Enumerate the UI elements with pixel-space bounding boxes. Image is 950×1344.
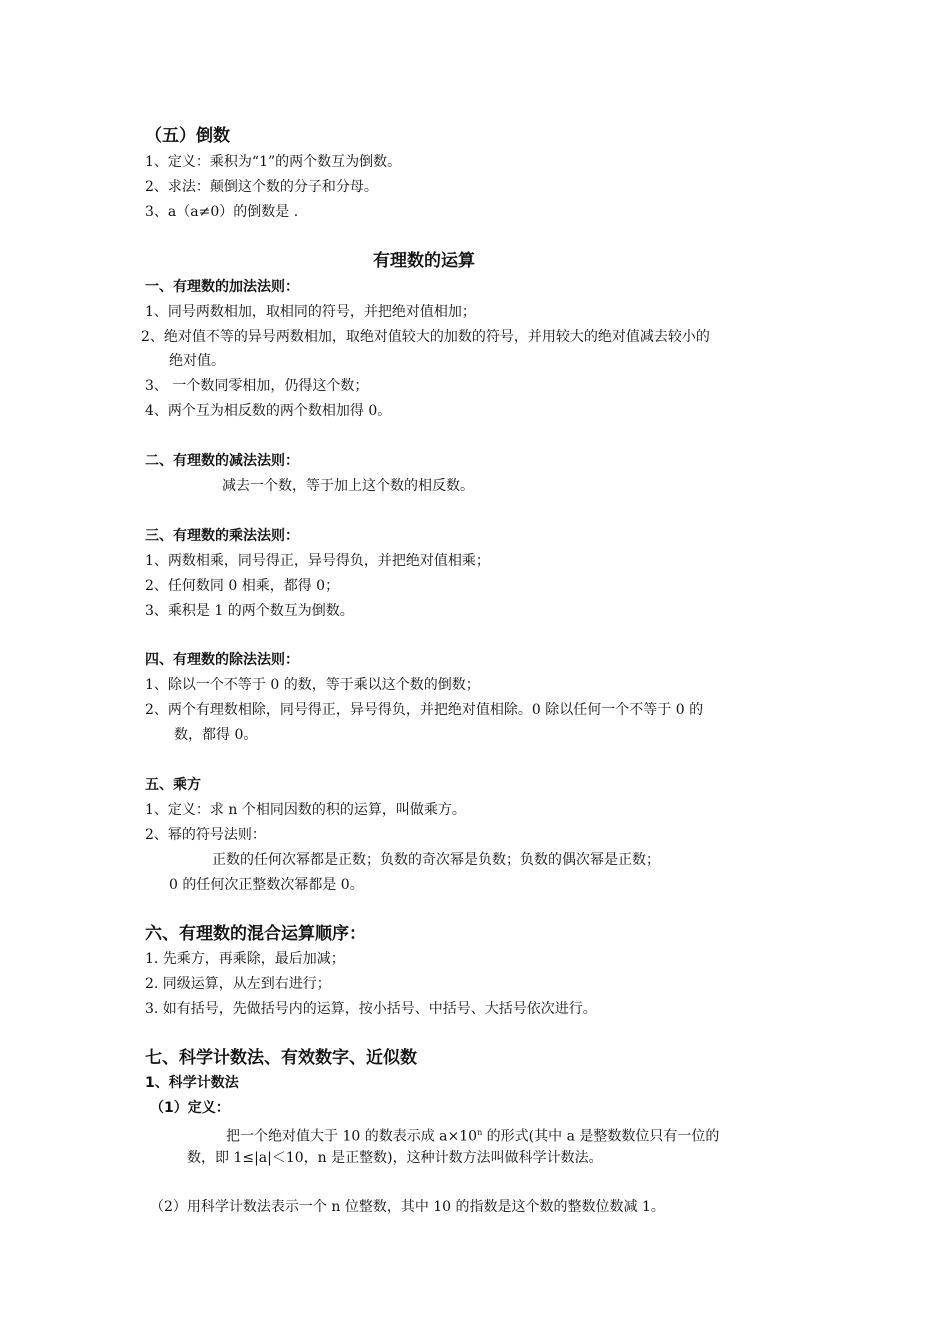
power-item-2: 2、幂的符号法则： — [145, 827, 266, 843]
scientific-item-2: （2）用科学计数法表示一个 n 位整数，其中 10 的指数是这个数的整数位数减 1。 — [150, 1199, 665, 1215]
definition-line-1-start: 把一个绝对值大于 10 的数表示成 a×10 — [226, 1128, 478, 1145]
order-heading: 六、有理数的混合运算顺序： — [145, 924, 366, 944]
multiplication-item-1: 1、两数相乘，同号得正，异号得负，并把绝对值相乘； — [145, 553, 490, 569]
definition-line-2: 数，即 1≤|a|＜10，n 是正整数)，这种计数方法叫做科学计数法。 — [187, 1150, 603, 1166]
division-item-2: 2、两个有理数相除，同号得正，异号得负，并把绝对值相除。0 除以任何一个不等于 0 的 — [145, 702, 704, 718]
multiplication-item-3: 3、乘积是 1 的两个数互为倒数。 — [145, 603, 354, 619]
addition-item-2-cont: 绝对值。 — [169, 353, 225, 369]
definition-label: （1）定义： — [150, 1100, 230, 1116]
addition-item-1: 1、同号两数相加，取相同的符号，并把绝对值相加； — [145, 304, 476, 320]
order-item-3: 3. 如有括号，先做括号内的运算，按小括号、中括号、大括号依次进行。 — [145, 1001, 597, 1017]
subtraction-body: 减去一个数，等于加上这个数的相反数。 — [222, 478, 474, 494]
division-item-2-cont: 数，都得 0。 — [174, 727, 258, 743]
page-title: 有理数的运算 — [373, 251, 475, 271]
scientific-subheading: 1、科学计数法 — [145, 1075, 239, 1091]
power-item-1: 1、定义：求 n 个相同因数的积的运算，叫做乘方。 — [145, 802, 466, 818]
multiplication-heading: 三、有理数的乘法法则： — [145, 528, 299, 544]
subtraction-heading: 二、有理数的减法法则： — [145, 453, 299, 469]
power-sign-rule: 正数的任何次幂都是正数；负数的奇次幂是负数；负数的偶次幂是正数； — [212, 852, 660, 868]
section-reciprocal-heading: （五）倒数 — [145, 126, 230, 146]
addition-heading: 一、有理数的加法法则： — [145, 279, 299, 295]
addition-item-2: 2、绝对值不等的异号两数相加，取绝对值较大的加数的符号，并用较大的绝对值减去较小的 — [141, 329, 710, 345]
reciprocal-item-1: 1、定义：乘积为“1”的两个数互为倒数。 — [145, 154, 402, 170]
definition-line-1 — [226, 1123, 719, 1147]
scientific-heading: 七、科学计数法、有效数字、近似数 — [145, 1048, 417, 1068]
addition-item-4: 4、两个互为相反数的两个数相加得 0。 — [145, 403, 392, 419]
multiplication-item-2: 2、任何数同 0 相乘，都得 0； — [145, 578, 340, 594]
reciprocal-item-3: 3、a（a≠0）的倒数是 . — [145, 204, 299, 220]
definition-line-1-end: 的形式(其中 a 是整数数位只有一位的 — [482, 1128, 720, 1145]
order-item-1: 1. 先乘方，再乘除，最后加减； — [145, 951, 345, 967]
order-item-2: 2. 同级运算，从左到右进行； — [145, 976, 331, 992]
division-heading: 四、有理数的除法法则： — [145, 652, 299, 668]
power-heading: 五、乘方 — [145, 777, 201, 793]
power-zero-rule: 0 的任何次正整数次幂都是 0。 — [169, 877, 364, 893]
addition-item-3: 3、 一个数同零相加，仍得这个数； — [145, 378, 369, 394]
reciprocal-item-2: 2、求法：颠倒这个数的分子和分母。 — [145, 179, 378, 195]
division-item-1: 1、除以一个不等于 0 的数，等于乘以这个数的倒数； — [145, 677, 480, 693]
exponent-n: n — [477, 1128, 483, 1137]
